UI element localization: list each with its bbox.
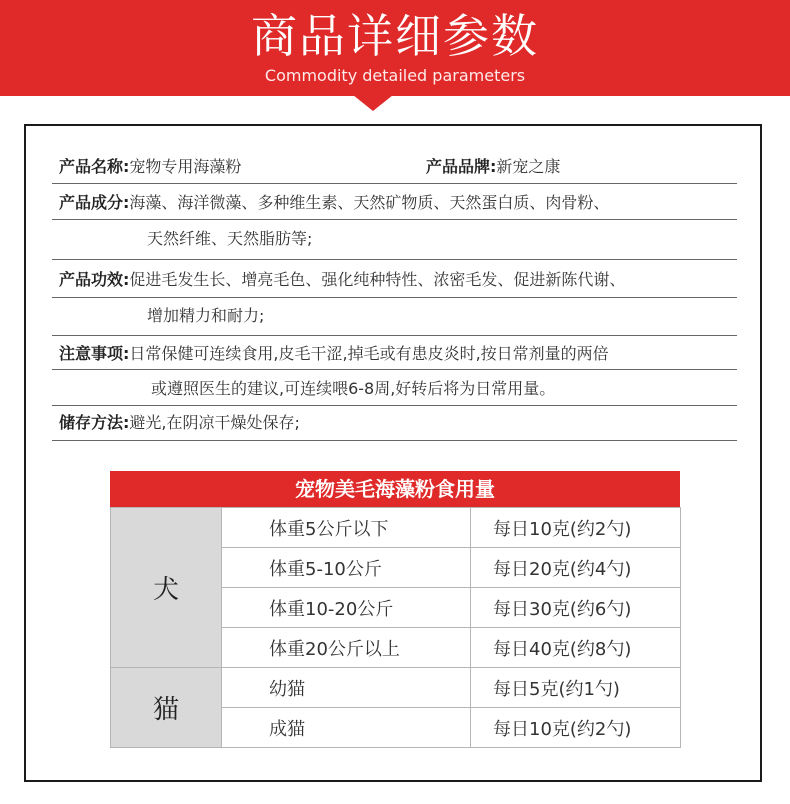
animal-dog-cell: 犬 (111, 508, 222, 668)
ingredients-line-2: 天然纤维、天然脂肪等; (147, 229, 313, 248)
notes-line-2: 或遵照医生的建议,可连续喂6-8周,好转后将为日常用量。 (151, 379, 556, 398)
amount-cell: 每日10克(约2勺) (471, 508, 681, 548)
table-row (111, 508, 681, 548)
table-row (111, 668, 681, 708)
notes-line-1: 日常保健可连续食用,皮毛干涩,掉毛或有患皮炎时,按日常剂量的两倍 (129, 344, 609, 363)
divider (52, 405, 737, 406)
brand-value: 新宠之康 (496, 157, 561, 176)
effects-line-2: 增加精力和耐力; (147, 306, 265, 325)
weight-cell: 成猫 (222, 708, 471, 748)
dosage-table (110, 507, 681, 748)
divider (52, 183, 737, 184)
amount-cell: 每日30克(约6勺) (471, 588, 681, 628)
divider (52, 369, 737, 370)
divider (52, 440, 737, 441)
param-row-notes (59, 343, 609, 365)
param-row-storage (59, 412, 300, 434)
param-row-ingredients (59, 192, 609, 214)
name-value: 宠物专用海藻粉 (129, 157, 242, 176)
ingredients-label: 产品成分: (59, 193, 130, 212)
storage-value: 避光,在阴凉干燥处保存; (129, 413, 300, 432)
header-banner (0, 0, 790, 96)
name-label: 产品名称: (59, 157, 130, 176)
divider (52, 219, 737, 220)
amount-cell: 每日10克(约2勺) (471, 708, 681, 748)
param-row-brand (426, 156, 560, 178)
divider (52, 259, 737, 260)
weight-cell: 体重10-20公斤 (222, 588, 471, 628)
storage-label: 储存方法: (59, 413, 130, 432)
dosage-table-title: 宠物美毛海藻粉食用量 (110, 471, 680, 507)
amount-cell: 每日40克(约8勺) (471, 628, 681, 668)
animal-cat-cell: 猫 (111, 668, 222, 748)
weight-cell: 体重20公斤以上 (222, 628, 471, 668)
weight-cell: 体重5公斤以下 (222, 508, 471, 548)
page-title: 商品详细参数 (251, 9, 539, 63)
page-subtitle: Commodity detailed parameters (264, 66, 526, 85)
brand-label: 产品品牌: (426, 157, 497, 176)
effects-line-1: 促进毛发生长、增亮毛色、强化纯种特性、浓密毛发、促进新陈代谢、 (129, 270, 626, 289)
param-row-effects (59, 269, 625, 291)
param-row-name (59, 156, 241, 178)
notes-label: 注意事项: (59, 344, 130, 363)
effects-label: 产品功效: (59, 270, 130, 289)
divider (52, 335, 737, 336)
amount-cell: 每日5克(约1勺) (471, 668, 681, 708)
amount-cell: 每日20克(约4勺) (471, 548, 681, 588)
divider (52, 297, 737, 298)
header-notch (353, 95, 393, 111)
ingredients-line-1: 海藻、海洋微藻、多种维生素、天然矿物质、天然蛋白质、肉骨粉、 (129, 193, 610, 212)
weight-cell: 幼猫 (222, 668, 471, 708)
weight-cell: 体重5-10公斤 (222, 548, 471, 588)
